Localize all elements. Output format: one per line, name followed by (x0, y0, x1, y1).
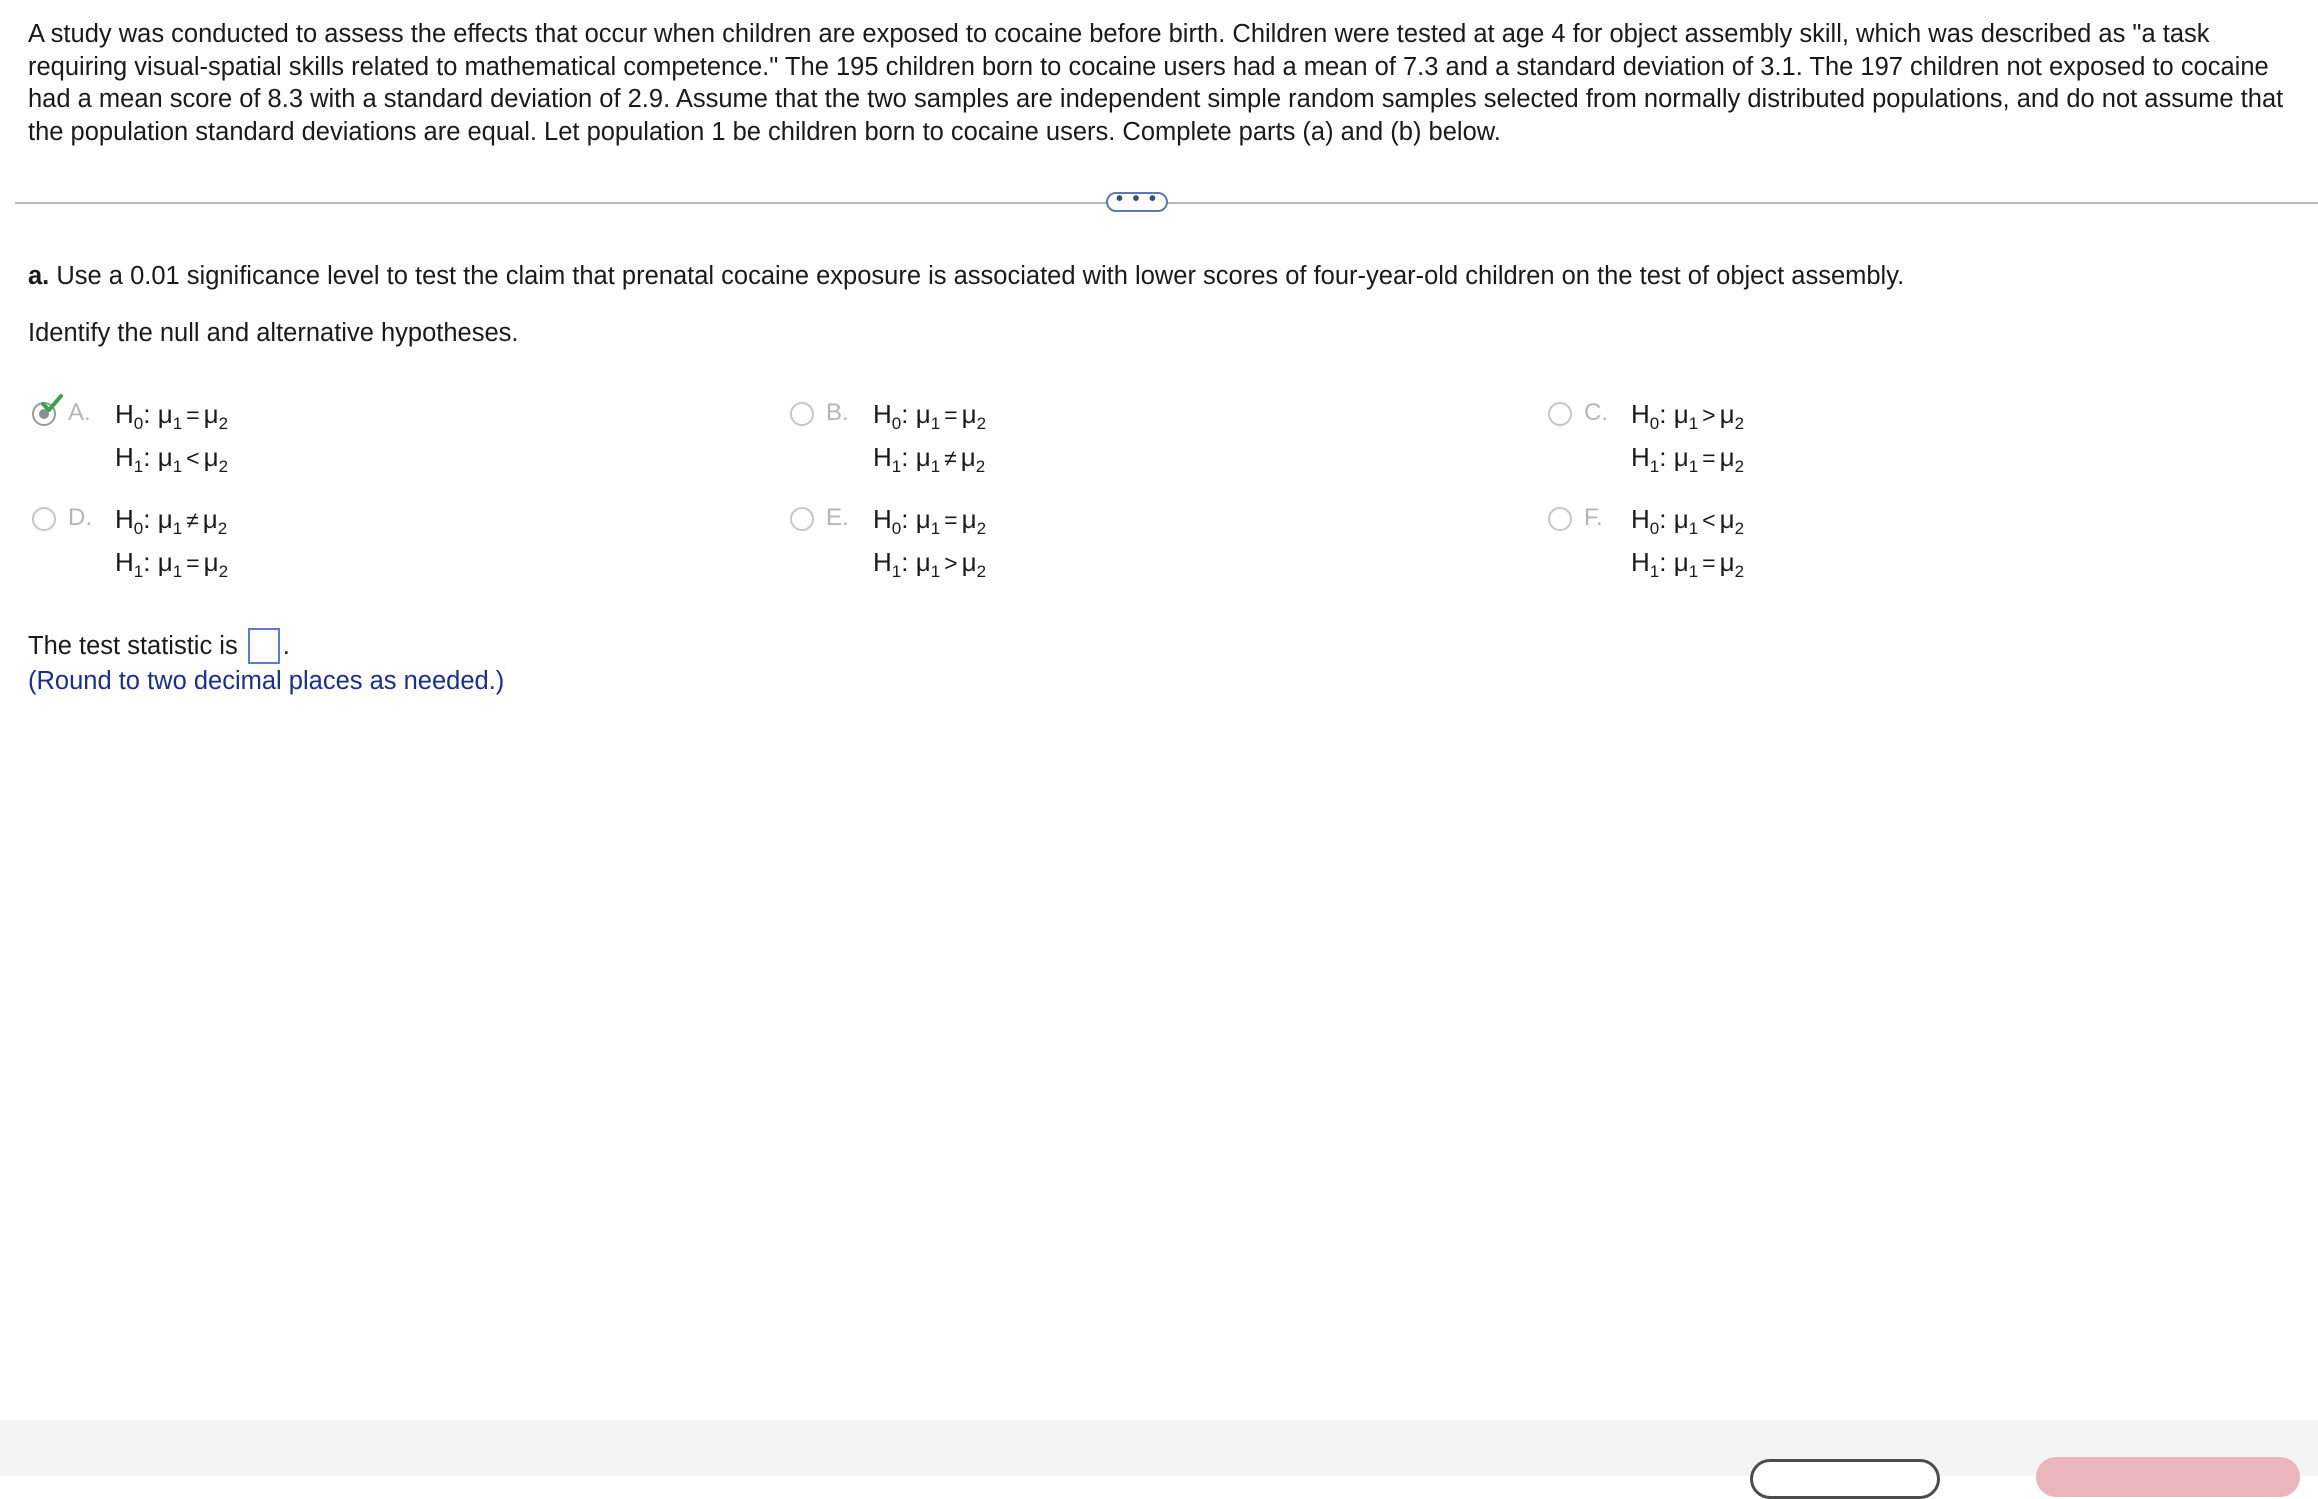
option-c-h0-operator: > (1702, 402, 1716, 428)
option-b-h0-operator: = (944, 402, 958, 428)
option-d-radio[interactable] (32, 507, 56, 531)
expand-more-button[interactable]: • • • (1106, 192, 1168, 212)
problem-statement: A study was conducted to assess the effects that occur when children are exposed to cocaine before birth. Children were tested at age 4 for object assembly skill, which was described as "a task requiring visual-spatial skills related to mathematical competence." The 195 children born to cocaine users had a mean of 7.3 and a standard deviation of 3.1. The 197 children not exposed to cocaine had a mean score of 8.3 with a standard deviation of 2.9. Assume that the two samples are independent simple random samples selected from normally distributed populations, and do not assume that the population standard deviations are equal. Let population 1 be children born to cocaine users. Complete parts (a) and (b) below. (28, 20, 2284, 146)
option-c-null-hypothesis: $H_0$: $\mu_1 > \mu_2$ (1631, 399, 1745, 433)
option-f-radio[interactable] (1548, 507, 1572, 531)
option-a-h1-operator: < (186, 445, 200, 471)
part-a-label: a. (28, 262, 50, 290)
test-statistic-suffix: . (282, 631, 290, 660)
test-statistic-line (28, 628, 290, 664)
option-c[interactable] (1544, 396, 2064, 476)
option-c-h1-operator: = (1702, 445, 1716, 471)
option-a[interactable] (28, 396, 548, 476)
option-c-radio[interactable] (1548, 402, 1572, 426)
option-b-radio[interactable] (790, 402, 814, 426)
option-c-alt-hypothesis: $H_1$: $\mu_1 = \mu_2$ (1631, 442, 1745, 476)
option-c-letter: C. (1584, 399, 1608, 426)
option-a-letter: A. (68, 399, 91, 426)
footer-secondary-button[interactable] (1750, 1459, 1940, 1499)
test-statistic-label: The test statistic is (28, 631, 238, 660)
option-e[interactable] (786, 501, 1306, 581)
identify-hypotheses-prompt: Identify the null and alternative hypotheses. (28, 319, 519, 347)
option-a-alt-hypothesis: $H_1$: $\mu_1 < \mu_2$ (115, 442, 229, 476)
rounding-hint: (Round to two decimal places as needed.) (28, 667, 505, 695)
option-d-null-hypothesis: $H_0$: $\mu_1 \ne \mu_2$ (115, 504, 228, 538)
option-f-letter: F. (1584, 504, 1603, 531)
option-d-letter: D. (68, 504, 92, 531)
option-b[interactable] (786, 396, 1306, 476)
option-f-h1-operator: = (1702, 550, 1716, 576)
option-b-null-hypothesis: $H_0$: $\mu_1 = \mu_2$ (873, 399, 987, 433)
option-f-alt-hypothesis: $H_1$: $\mu_1 = \mu_2$ (1631, 547, 1745, 581)
option-b-letter: B. (826, 399, 849, 426)
option-f-null-hypothesis: $H_0$: $\mu_1 < \mu_2$ (1631, 504, 1745, 538)
option-e-radio[interactable] (790, 507, 814, 531)
option-f[interactable] (1544, 501, 2064, 581)
option-e-null-hypothesis: $H_0$: $\mu_1 = \mu_2$ (873, 504, 987, 538)
option-d[interactable] (28, 501, 548, 581)
option-b-alt-hypothesis: $H_1$: $\mu_1 \ne \mu_2$ (873, 442, 986, 476)
option-e-letter: E. (826, 504, 849, 531)
option-a-null-hypothesis: $H_0$: $\mu_1 = \mu_2$ (115, 399, 229, 433)
option-f-h0-operator: < (1702, 507, 1716, 533)
checkmark-icon (40, 392, 64, 416)
option-e-h0-operator: = (944, 507, 958, 533)
footer-primary-button[interactable] (2036, 1457, 2300, 1497)
option-e-h1-operator: > (944, 550, 958, 576)
option-d-alt-hypothesis: $H_1$: $\mu_1 = \mu_2$ (115, 547, 229, 581)
option-e-alt-hypothesis: $H_1$: $\mu_1 > \mu_2$ (873, 547, 987, 581)
test-statistic-input[interactable] (248, 628, 280, 664)
option-a-h0-operator: = (186, 402, 200, 428)
part-a-text: Use a 0.01 significance level to test the claim that prenatal cocaine exposure is associated with lower scores of four-year-old children on the test of object assembly. (49, 262, 1905, 290)
option-d-h1-operator: = (186, 550, 200, 576)
option-d-h0-operator: ≠ (186, 507, 199, 533)
part-a-question (28, 262, 1904, 291)
footer-bar (0, 1420, 2318, 1476)
option-b-h1-operator: ≠ (944, 445, 957, 471)
